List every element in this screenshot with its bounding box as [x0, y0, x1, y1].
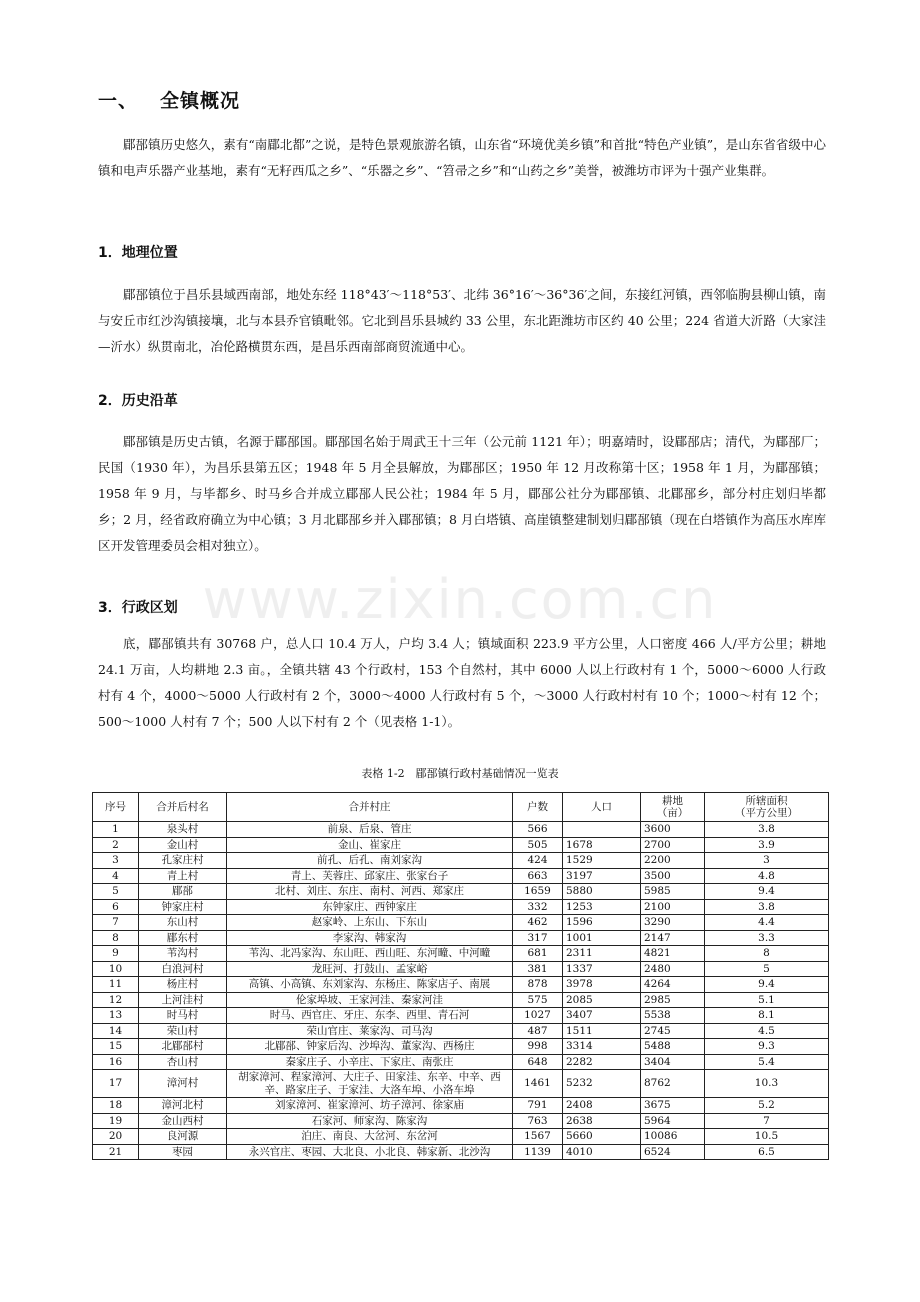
cell-farmland: 2147	[641, 930, 705, 946]
cell-farmland: 4264	[641, 977, 705, 993]
table-row	[93, 1054, 829, 1070]
cell-no: 6	[93, 899, 139, 915]
cell-village: 荣山村	[139, 1023, 227, 1039]
cell-farmland: 3290	[641, 915, 705, 931]
cell-merged: 胡家漳河、程家漳河、大庄子、田家洼、东辛、中辛、西辛、路家庄子、于家洼、大洛车埠、小洛车埠	[227, 1070, 513, 1098]
cell-merged: 伦家埠坡、王家河洼、秦家河洼	[227, 992, 513, 1008]
cell-farmland: 5488	[641, 1039, 705, 1055]
cell-merged: 北郿郚、钟家后沟、沙埠沟、董家沟、西杨庄	[227, 1039, 513, 1055]
cell-area: 3.8	[705, 822, 829, 838]
cell-area: 4.5	[705, 1023, 829, 1039]
cell-merged: 时马、西官庄、牙庄、东李、西里、青石河	[227, 1008, 513, 1024]
cell-households: 1567	[513, 1129, 563, 1145]
cell-area: 3	[705, 853, 829, 869]
cell-no: 8	[93, 930, 139, 946]
table-row	[93, 1039, 829, 1055]
cell-village: 青上村	[139, 868, 227, 884]
cell-village: 良河源	[139, 1129, 227, 1145]
cell-farmland: 2480	[641, 961, 705, 977]
cell-area: 8	[705, 946, 829, 962]
cell-merged: 龙旺河、打鼓山、孟家峪	[227, 961, 513, 977]
cell-no: 19	[93, 1113, 139, 1129]
cell-households: 663	[513, 868, 563, 884]
section-number: 一、	[98, 90, 139, 112]
cell-merged: 刘家漳河、崔家漳河、坊子漳河、徐家庙	[227, 1098, 513, 1114]
cell-area: 9.3	[705, 1039, 829, 1055]
cell-area: 3.8	[705, 899, 829, 915]
cell-no: 10	[93, 961, 139, 977]
cell-farmland: 3675	[641, 1098, 705, 1114]
table-body	[93, 822, 829, 1160]
table-row	[93, 1113, 829, 1129]
cell-no: 3	[93, 853, 139, 869]
cell-area: 10.3	[705, 1070, 829, 1098]
header-no: 序号	[93, 793, 139, 822]
cell-households: 763	[513, 1113, 563, 1129]
header-population: 人口	[563, 793, 641, 822]
cell-population	[563, 822, 641, 838]
cell-farmland: 5538	[641, 1008, 705, 1024]
cell-farmland: 10086	[641, 1129, 705, 1145]
cell-merged: 北村、刘庄、东庄、南村、河西、郑家庄	[227, 884, 513, 900]
table-row	[93, 961, 829, 977]
cell-village: 孔家庄村	[139, 853, 227, 869]
cell-no: 1	[93, 822, 139, 838]
table-row	[93, 977, 829, 993]
cell-population: 1001	[563, 930, 641, 946]
table-row	[93, 1008, 829, 1024]
village-table	[92, 792, 829, 1160]
header-merged: 合并村庄	[227, 793, 513, 822]
cell-village: 北郿郚村	[139, 1039, 227, 1055]
table-caption: 表格 1-2 郿郚镇行政村基础情况一览表	[361, 767, 559, 780]
cell-farmland: 8762	[641, 1070, 705, 1098]
cell-population: 2282	[563, 1054, 641, 1070]
subsection-heading-geography: 1．地理位置	[98, 245, 178, 261]
section-title	[98, 86, 240, 113]
cell-village: 漳河北村	[139, 1098, 227, 1114]
table-row	[93, 884, 829, 900]
cell-households: 566	[513, 822, 563, 838]
cell-population: 1596	[563, 915, 641, 931]
cell-merged: 东钟家庄、西钟家庄	[227, 899, 513, 915]
cell-village: 杏山村	[139, 1054, 227, 1070]
cell-population: 3978	[563, 977, 641, 993]
cell-population: 2408	[563, 1098, 641, 1114]
table-row	[93, 853, 829, 869]
watermark: www.zixin.com.cn	[202, 568, 718, 631]
cell-households: 1027	[513, 1008, 563, 1024]
table-row	[93, 1098, 829, 1114]
cell-population: 1678	[563, 837, 641, 853]
cell-no: 21	[93, 1144, 139, 1160]
cell-population: 3314	[563, 1039, 641, 1055]
cell-village: 金山西村	[139, 1113, 227, 1129]
cell-village: 泉头村	[139, 822, 227, 838]
cell-merged: 荣山官庄、莱家沟、司马沟	[227, 1023, 513, 1039]
cell-village: 东山村	[139, 915, 227, 931]
cell-village: 金山村	[139, 837, 227, 853]
cell-households: 424	[513, 853, 563, 869]
cell-farmland: 5964	[641, 1113, 705, 1129]
cell-area: 5.2	[705, 1098, 829, 1114]
geography-paragraph: 郿郚镇位于昌乐县域西南部，地处东经 118°43′～118°53′、北纬 36°16′～36°36′之间，东接红河镇，西邻临朐县柳山镇，南与安丘市红沙沟镇接壤，北与本县乔官镇毗邻。它北到昌乐县城约 33 公里，东北距潍坊市区约 40 公里；224 省道大沂路（大家洼—沂水）纵贯南北，冶伦路横贯东西，是昌乐西南部商贸流通中心。	[98, 287, 826, 354]
cell-population: 5880	[563, 884, 641, 900]
history-paragraph: 郿郚镇是历史古镇，名源于郿郚国。郿郚国名始于周武王十三年（公元前 1121 年）；明嘉靖时，设郿郚店；清代，为郿郚厂；民国（1930 年），为昌乐县第五区；1948 年 5 月全县解放，为郿郚区；1950 年 12 月改称第十区；1958 年 1 月，为郿郚镇；1958 年 9 月，与毕都乡、时马乡合并成立郿郚人民公社；1984 年 5 月，郿郚公社分为郿郚镇、北郿郚乡，部分村庄划归毕都乡；2 月，经省政府确立为中心镇；3 月北郿郚乡并入郿郚镇；8 月白塔镇、高崖镇整建制划归郿郚镇（现在白塔镇作为高压水库库区开发管理委员会相对独立）。	[98, 434, 826, 553]
cell-population: 3197	[563, 868, 641, 884]
cell-farmland: 3600	[641, 822, 705, 838]
cell-merged: 金山、崔家庄	[227, 837, 513, 853]
cell-farmland: 6524	[641, 1144, 705, 1160]
cell-households: 1659	[513, 884, 563, 900]
administration-paragraph: 底，郿郚镇共有 30768 户，总人口 10.4 万人，户均 3.4 人；镇域面积 223.9 平方公里，人口密度 466 人/平方公里；耕地 24.1 万亩，人均耕地 2.3 亩。，全镇共辖 43 个行政村，153 个自然村，其中 6000 人以上行政村有 1 个，5000～6000 人行政村有 4 个，4000～5000 人行政村有 2 个，3000～4000 人行政村有 5 个，～3000 人行政村村有 10 个；1000～村有 12 个；500～1000 人村有 7 个；500 人以下村有 2 个（见表格 1-1）。	[98, 636, 826, 729]
cell-merged: 泊庄、南良、大岔河、东岔河	[227, 1129, 513, 1145]
cell-population: 2311	[563, 946, 641, 962]
cell-no: 14	[93, 1023, 139, 1039]
header-area: 所辖面积 （平方公里）	[705, 793, 829, 822]
cell-population: 5660	[563, 1129, 641, 1145]
cell-households: 998	[513, 1039, 563, 1055]
cell-households: 791	[513, 1098, 563, 1114]
cell-households: 681	[513, 946, 563, 962]
cell-population: 1337	[563, 961, 641, 977]
header-village: 合并后村名	[139, 793, 227, 822]
cell-farmland: 5985	[641, 884, 705, 900]
cell-village: 上河洼村	[139, 992, 227, 1008]
cell-no: 18	[93, 1098, 139, 1114]
cell-area: 7	[705, 1113, 829, 1129]
cell-no: 11	[93, 977, 139, 993]
cell-merged: 前泉、后泉、管庄	[227, 822, 513, 838]
cell-households: 575	[513, 992, 563, 1008]
cell-village: 枣园	[139, 1144, 227, 1160]
cell-merged: 赵家岭、上东山、下东山	[227, 915, 513, 931]
table-row	[93, 822, 829, 838]
cell-area: 5.1	[705, 992, 829, 1008]
cell-no: 20	[93, 1129, 139, 1145]
cell-area: 5	[705, 961, 829, 977]
cell-no: 4	[93, 868, 139, 884]
table-row	[93, 1129, 829, 1145]
cell-no: 16	[93, 1054, 139, 1070]
cell-village: 郿郚	[139, 884, 227, 900]
cell-merged: 青上、芙蓉庄、邱家庄、张家台子	[227, 868, 513, 884]
cell-households: 505	[513, 837, 563, 853]
cell-area: 8.1	[705, 1008, 829, 1024]
cell-farmland: 2100	[641, 899, 705, 915]
cell-farmland: 4821	[641, 946, 705, 962]
table-header-row	[93, 793, 829, 822]
subsection-heading-administration: 3．行政区划	[98, 600, 178, 616]
table-row	[93, 868, 829, 884]
cell-village: 杨庄村	[139, 977, 227, 993]
cell-households: 332	[513, 899, 563, 915]
table-row	[93, 837, 829, 853]
cell-no: 5	[93, 884, 139, 900]
cell-farmland: 2745	[641, 1023, 705, 1039]
cell-area: 3.3	[705, 930, 829, 946]
cell-village: 白浪河村	[139, 961, 227, 977]
cell-area: 6.5	[705, 1144, 829, 1160]
cell-village: 钟家庄村	[139, 899, 227, 915]
cell-farmland: 2700	[641, 837, 705, 853]
cell-merged: 石家河、师家沟、陈家沟	[227, 1113, 513, 1129]
cell-area: 10.5	[705, 1129, 829, 1145]
header-households: 户数	[513, 793, 563, 822]
cell-merged: 前孔、后孔、南刘家沟	[227, 853, 513, 869]
cell-farmland: 3500	[641, 868, 705, 884]
cell-no: 13	[93, 1008, 139, 1024]
cell-population: 3407	[563, 1008, 641, 1024]
cell-population: 1511	[563, 1023, 641, 1039]
cell-households: 1461	[513, 1070, 563, 1098]
cell-merged: 秦家庄子、小辛庄、下家庄、南张庄	[227, 1054, 513, 1070]
cell-village: 时马村	[139, 1008, 227, 1024]
cell-village: 郿东村	[139, 930, 227, 946]
cell-no: 17	[93, 1070, 139, 1098]
cell-village: 苇沟村	[139, 946, 227, 962]
cell-area: 5.4	[705, 1054, 829, 1070]
table-row	[93, 946, 829, 962]
cell-households: 1139	[513, 1144, 563, 1160]
table-row	[93, 930, 829, 946]
cell-area: 4.8	[705, 868, 829, 884]
cell-households: 317	[513, 930, 563, 946]
section-title-text: 全镇概况	[160, 90, 241, 112]
table-row	[93, 1144, 829, 1160]
cell-farmland: 3404	[641, 1054, 705, 1070]
cell-merged: 高镇、小高镇、东刘家沟、东杨庄、陈家店子、南展	[227, 977, 513, 993]
cell-merged: 苇沟、北冯家沟、东山旺、西山旺、东河疃、中河疃	[227, 946, 513, 962]
subsection-heading-history: 2．历史沿革	[98, 393, 178, 409]
cell-population: 4010	[563, 1144, 641, 1160]
cell-village: 漳河村	[139, 1070, 227, 1098]
table-row	[93, 1023, 829, 1039]
cell-merged: 永兴官庄、枣园、大北良、小北良、韩家新、北沙沟	[227, 1144, 513, 1160]
cell-households: 487	[513, 1023, 563, 1039]
cell-no: 15	[93, 1039, 139, 1055]
cell-households: 462	[513, 915, 563, 931]
table-row	[93, 915, 829, 931]
cell-farmland: 2200	[641, 853, 705, 869]
cell-no: 9	[93, 946, 139, 962]
cell-households: 381	[513, 961, 563, 977]
cell-households: 648	[513, 1054, 563, 1070]
cell-no: 2	[93, 837, 139, 853]
cell-merged: 李家沟、韩家沟	[227, 930, 513, 946]
cell-households: 878	[513, 977, 563, 993]
cell-population: 5232	[563, 1070, 641, 1098]
header-farmland: 耕地 （亩）	[641, 793, 705, 822]
intro-paragraph: 郿郚镇历史悠久，素有“南郿北都”之说，是特色景观旅游名镇，山东省“环境优美乡镇”和首批“特色产业镇”，是山东省省级中心镇和电声乐器产业基地，素有“无籽西瓜之乡”、“乐器之乡”、“笤帚之乡”和“山药之乡”美誉，被潍坊市评为十强产业集群。	[98, 137, 826, 178]
table-row	[93, 899, 829, 915]
cell-farmland: 2985	[641, 992, 705, 1008]
cell-population: 1253	[563, 899, 641, 915]
cell-no: 7	[93, 915, 139, 931]
table-row	[93, 1070, 829, 1098]
cell-area: 3.9	[705, 837, 829, 853]
cell-population: 1529	[563, 853, 641, 869]
cell-population: 2638	[563, 1113, 641, 1129]
cell-area: 4.4	[705, 915, 829, 931]
table-row	[93, 992, 829, 1008]
cell-area: 9.4	[705, 977, 829, 993]
cell-no: 12	[93, 992, 139, 1008]
cell-area: 9.4	[705, 884, 829, 900]
cell-population: 2085	[563, 992, 641, 1008]
